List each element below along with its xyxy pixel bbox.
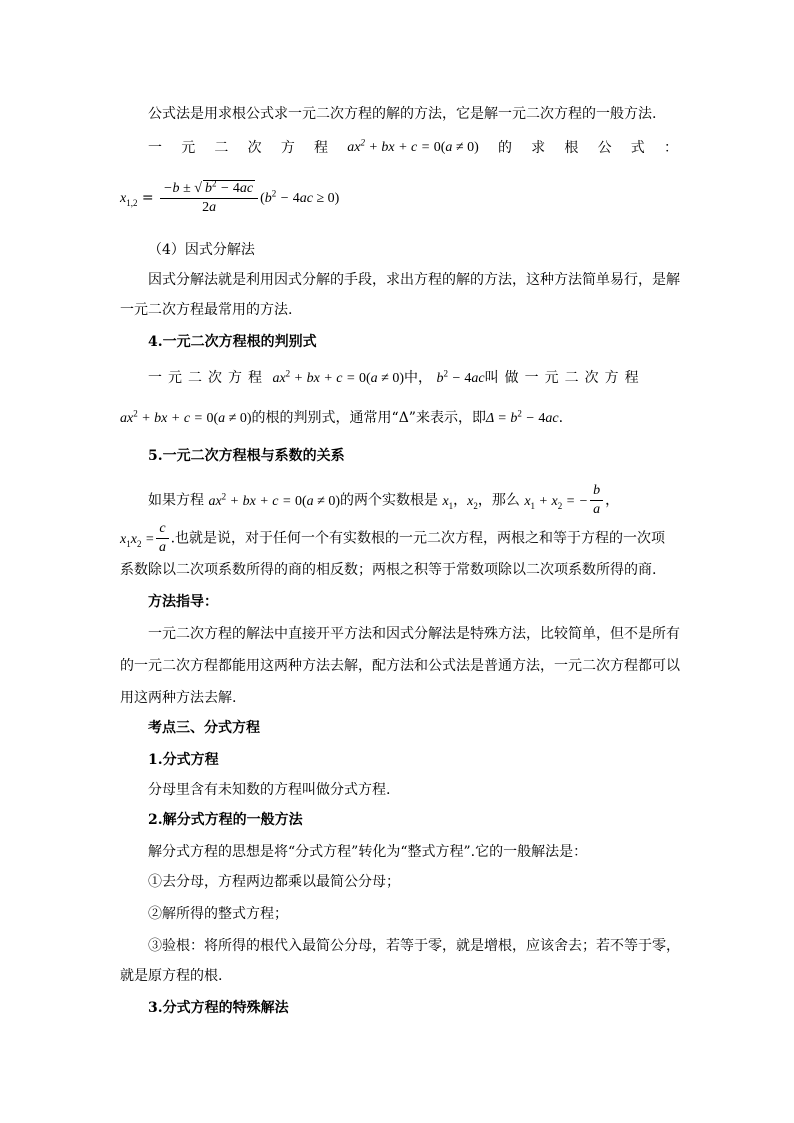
char: 程: [314, 140, 329, 156]
quadratic-formula: $x_{1,2}$ = $\frac{-b \pm √ b^2 - 4ac}{2a}$ $(b^2 - 4ac \ge 0)$: [120, 177, 340, 215]
char: 次: [247, 140, 262, 156]
step-3-continued: 就是原方程的根.: [120, 968, 223, 984]
step-3: ③验根：将所得的根代入最简公分母，若等于零，就是增根，应该舍去；若不等于零，: [148, 938, 680, 954]
char: 二: [214, 140, 229, 156]
heading-topic-3: 考点三、分式方程: [148, 720, 260, 736]
general-method-text: 解分式方程的思想是将“分式方程”转化为“整式方程”.它的一般解法是：: [148, 844, 588, 860]
guide-line-3: 用这两种方法去解.: [120, 690, 237, 706]
discriminant-line-1: 一元二次方程 $ax^2$ + bx + c = 0(a ≠ 0)中， $b^2 - 4ac$叫做一元二次方程: [148, 368, 645, 386]
paragraph-formula-method: 公式法是用求根公式求一元二次方程的解的方法，它是解一元二次方程的一般方法.: [148, 106, 657, 122]
heading-discriminant: 4.一元二次方程根的判别式: [148, 334, 317, 350]
char: 的: [497, 140, 512, 156]
guide-line-2: 的一元二次方程都能用这两种方法去解，配方法和公式法是普通方法，一元二次方程都可以: [120, 658, 680, 674]
heading-fractional-equation: 1.分式方程: [148, 752, 219, 768]
step-2: ②解所得的整式方程；: [148, 906, 288, 922]
heading-general-method: 2.解分式方程的一般方法: [148, 812, 303, 828]
formula-fraction: $\frac{-b \pm √ b^2 - 4ac}{2a}$: [160, 180, 258, 217]
char: 方: [280, 140, 295, 156]
vieta-line-2: $x_1x_2$ = $\frac{c}{a}$ .也就是说，对于任何一个有实数根的一元二次方程，两根之和等于方程的一次项: [120, 521, 666, 555]
char: 元: [181, 140, 196, 156]
quadratic-equation: $ax^2$ + bx + c = 0(a ≠ 0): [347, 137, 479, 155]
char: 根: [564, 140, 579, 156]
root-formula-intro: [148, 138, 678, 158]
heading-vieta: 5.一元二次方程根与系数的关系: [148, 448, 345, 464]
char: 式: [630, 140, 645, 156]
discriminant-line-2: $ax^2$ + bx + c = 0(a ≠ 0)的根的判别式，通常用“Δ”来表示，即$\Delta = b^2 - 4ac$.: [120, 408, 564, 426]
subsection-title-factoring: （4）因式分解法: [148, 242, 255, 258]
guide-line-1: 一元二次方程的解法中直接开平方法和因式分解法是特殊方法，比较简单，但不是所有: [148, 626, 680, 642]
vieta-line-1: 如果方程 $ax^2$ + bx + c = 0(a ≠ 0)的两个实数根是 $x_1$，$x_2$，那么 $x_1 + x_2$ = − $\frac{b}{a}$ ，: [148, 483, 620, 517]
char: 一: [148, 140, 162, 156]
heading-method-guide: 方法指导：: [148, 594, 218, 610]
paragraph-factoring-2: 一元二次方程最常用的方法.: [120, 302, 293, 318]
char: ：: [663, 140, 678, 156]
vieta-line-3: 系数除以二次项系数所得的商的相反数；两根之积等于常数项除以二次项系数所得的商.: [120, 562, 657, 578]
step-1: ①去分母，方程两边都乘以最简公分母；: [148, 874, 400, 890]
char: 求: [531, 140, 546, 156]
paragraph-factoring-1: 因式分解法就是利用因式分解的手段，求出方程的解的方法，这种方法简单易行，是解: [148, 272, 680, 288]
heading-special-method: 3.分式方程的特殊解法: [148, 1000, 289, 1016]
fractional-equation-definition: 分母里含有未知数的方程叫做分式方程.: [148, 782, 391, 798]
char: 公: [597, 140, 612, 156]
